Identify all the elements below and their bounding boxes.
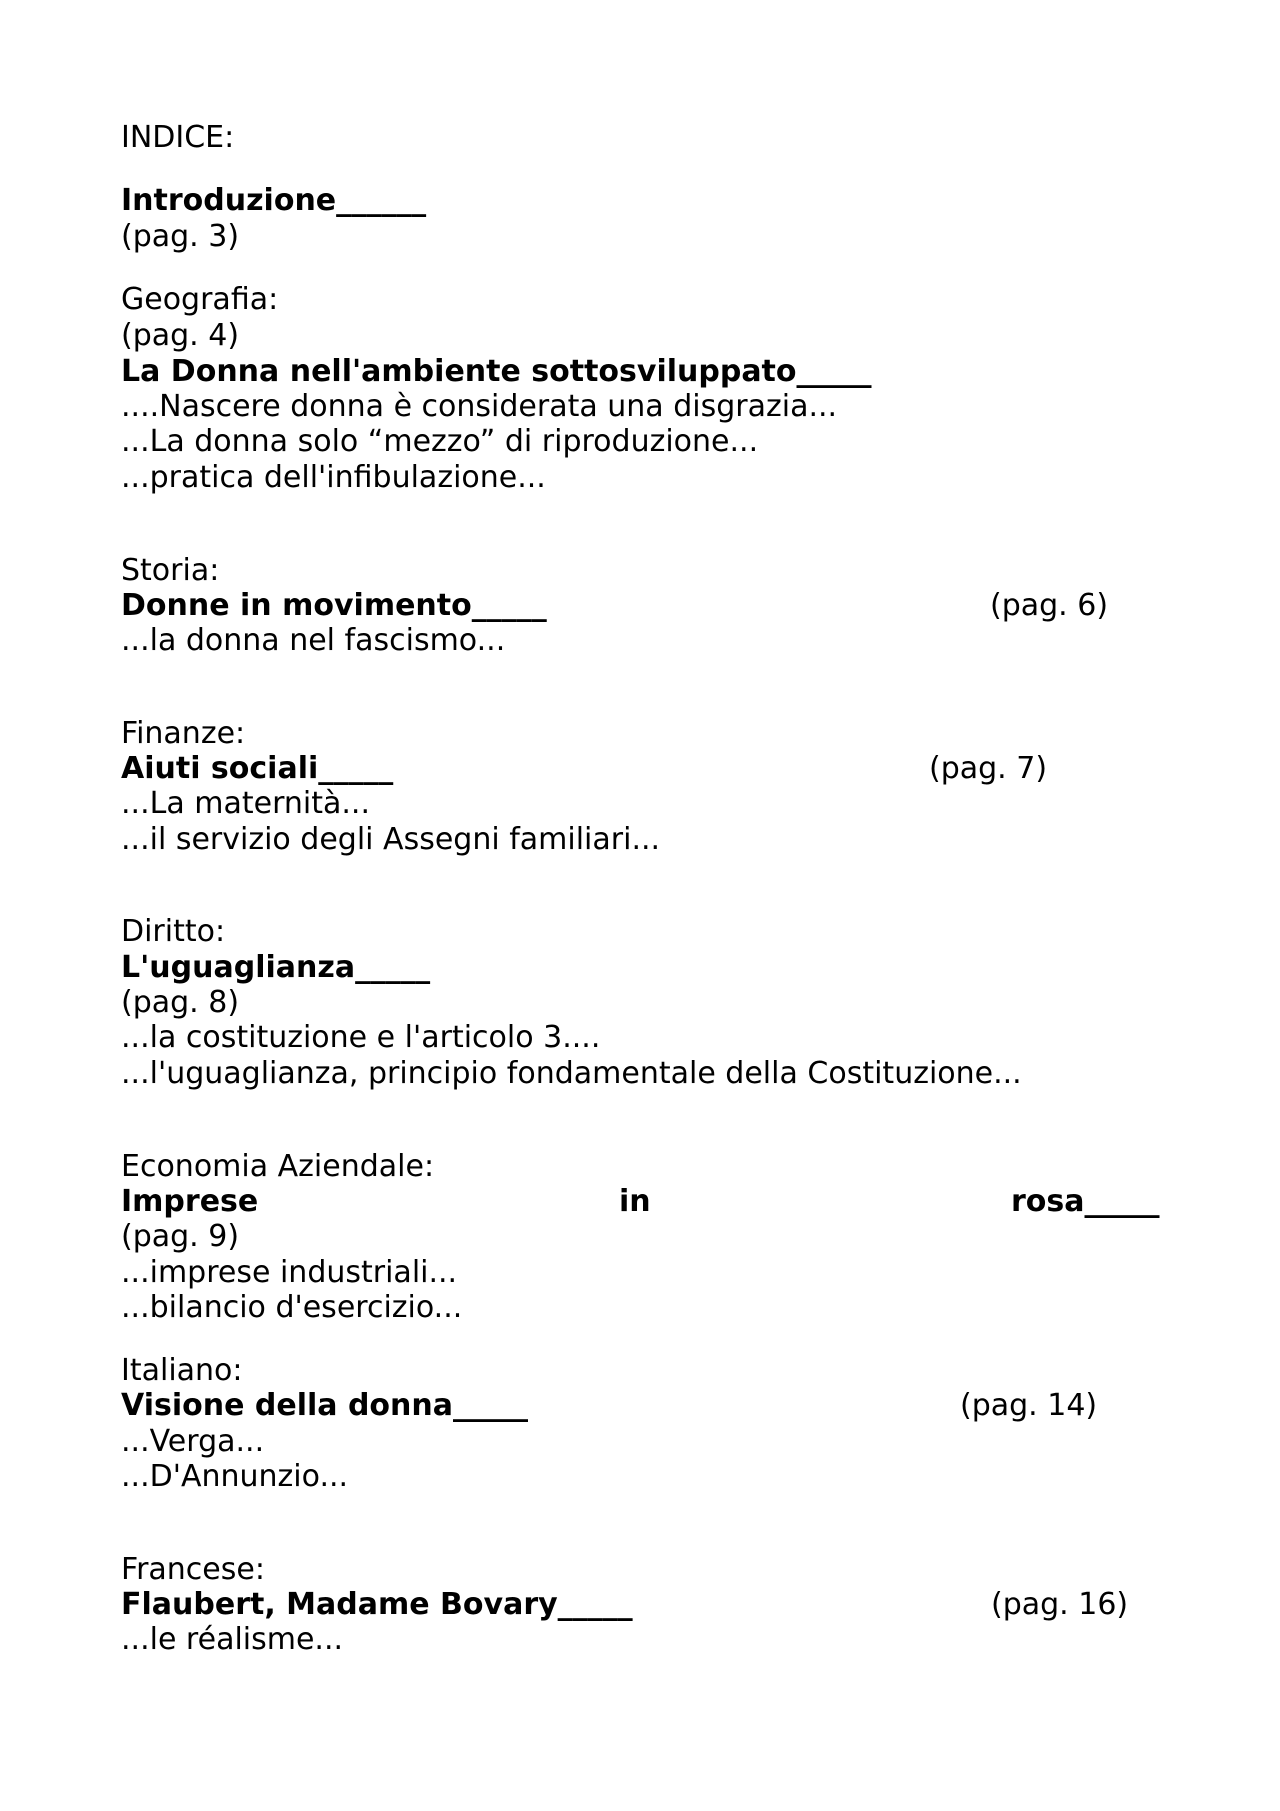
storia-item: ...la donna nel fascismo...	[121, 623, 506, 658]
geografia-item: ...pratica dell'infibulazione...	[121, 460, 546, 495]
storia-title: Donne in movimento_____	[121, 588, 547, 623]
economia-title-word: Imprese	[121, 1184, 259, 1219]
economia-subject: Economia Aziendale:	[121, 1149, 435, 1184]
francese-subject: Francese:	[121, 1552, 265, 1587]
intro-title: Introduzione______	[121, 183, 427, 218]
finanze-item: ...La maternità...	[121, 786, 370, 821]
diritto-title: L'uguaglianza_____	[121, 950, 431, 985]
geografia-page: (pag. 4)	[121, 318, 240, 353]
finanze-page: (pag. 7)	[929, 751, 1048, 786]
economia-page: (pag. 9)	[121, 1219, 240, 1254]
francese-page: (pag. 16)	[991, 1587, 1129, 1622]
index-heading: INDICE:	[121, 120, 235, 155]
geografia-title: La Donna nell'ambiente sottosviluppato_____	[121, 354, 872, 389]
italiano-subject: Italiano:	[121, 1353, 243, 1388]
diritto-item: ...la costituzione e l'articolo 3....	[121, 1020, 601, 1055]
italiano-title: Visione della donna_____	[121, 1388, 528, 1423]
italiano-page: (pag. 14)	[960, 1388, 1098, 1423]
geografia-item: ....Nascere donna è considerata una disgrazia...	[121, 389, 838, 424]
italiano-item: ...D'Annunzio...	[121, 1459, 349, 1494]
finanze-subject: Finanze:	[121, 716, 246, 751]
diritto-item: ...l'uguaglianza, principio fondamentale della Costituzione...	[121, 1056, 1022, 1091]
italiano-item: ...Verga...	[121, 1424, 265, 1459]
finanze-item: ...il servizio degli Assegni familiari...	[121, 822, 661, 857]
francese-item: ...le réalisme...	[121, 1622, 344, 1657]
economia-title-word: rosa_____	[1011, 1184, 1160, 1219]
geografia-item: ...La donna solo “mezzo” di riproduzione...	[121, 424, 759, 459]
intro-page: (pag. 3)	[121, 219, 240, 254]
geografia-subject: Geografia:	[121, 282, 279, 317]
economia-item: ...imprese industriali...	[121, 1255, 458, 1290]
economia-title-word: in	[619, 1184, 651, 1219]
diritto-subject: Diritto:	[121, 914, 226, 949]
diritto-page: (pag. 8)	[121, 985, 240, 1020]
francese-title: Flaubert, Madame Bovary_____	[121, 1587, 633, 1622]
finanze-title: Aiuti sociali_____	[121, 751, 394, 786]
storia-subject: Storia:	[121, 553, 220, 588]
storia-page: (pag. 6)	[990, 588, 1109, 623]
economia-item: ...bilancio d'esercizio...	[121, 1290, 463, 1325]
